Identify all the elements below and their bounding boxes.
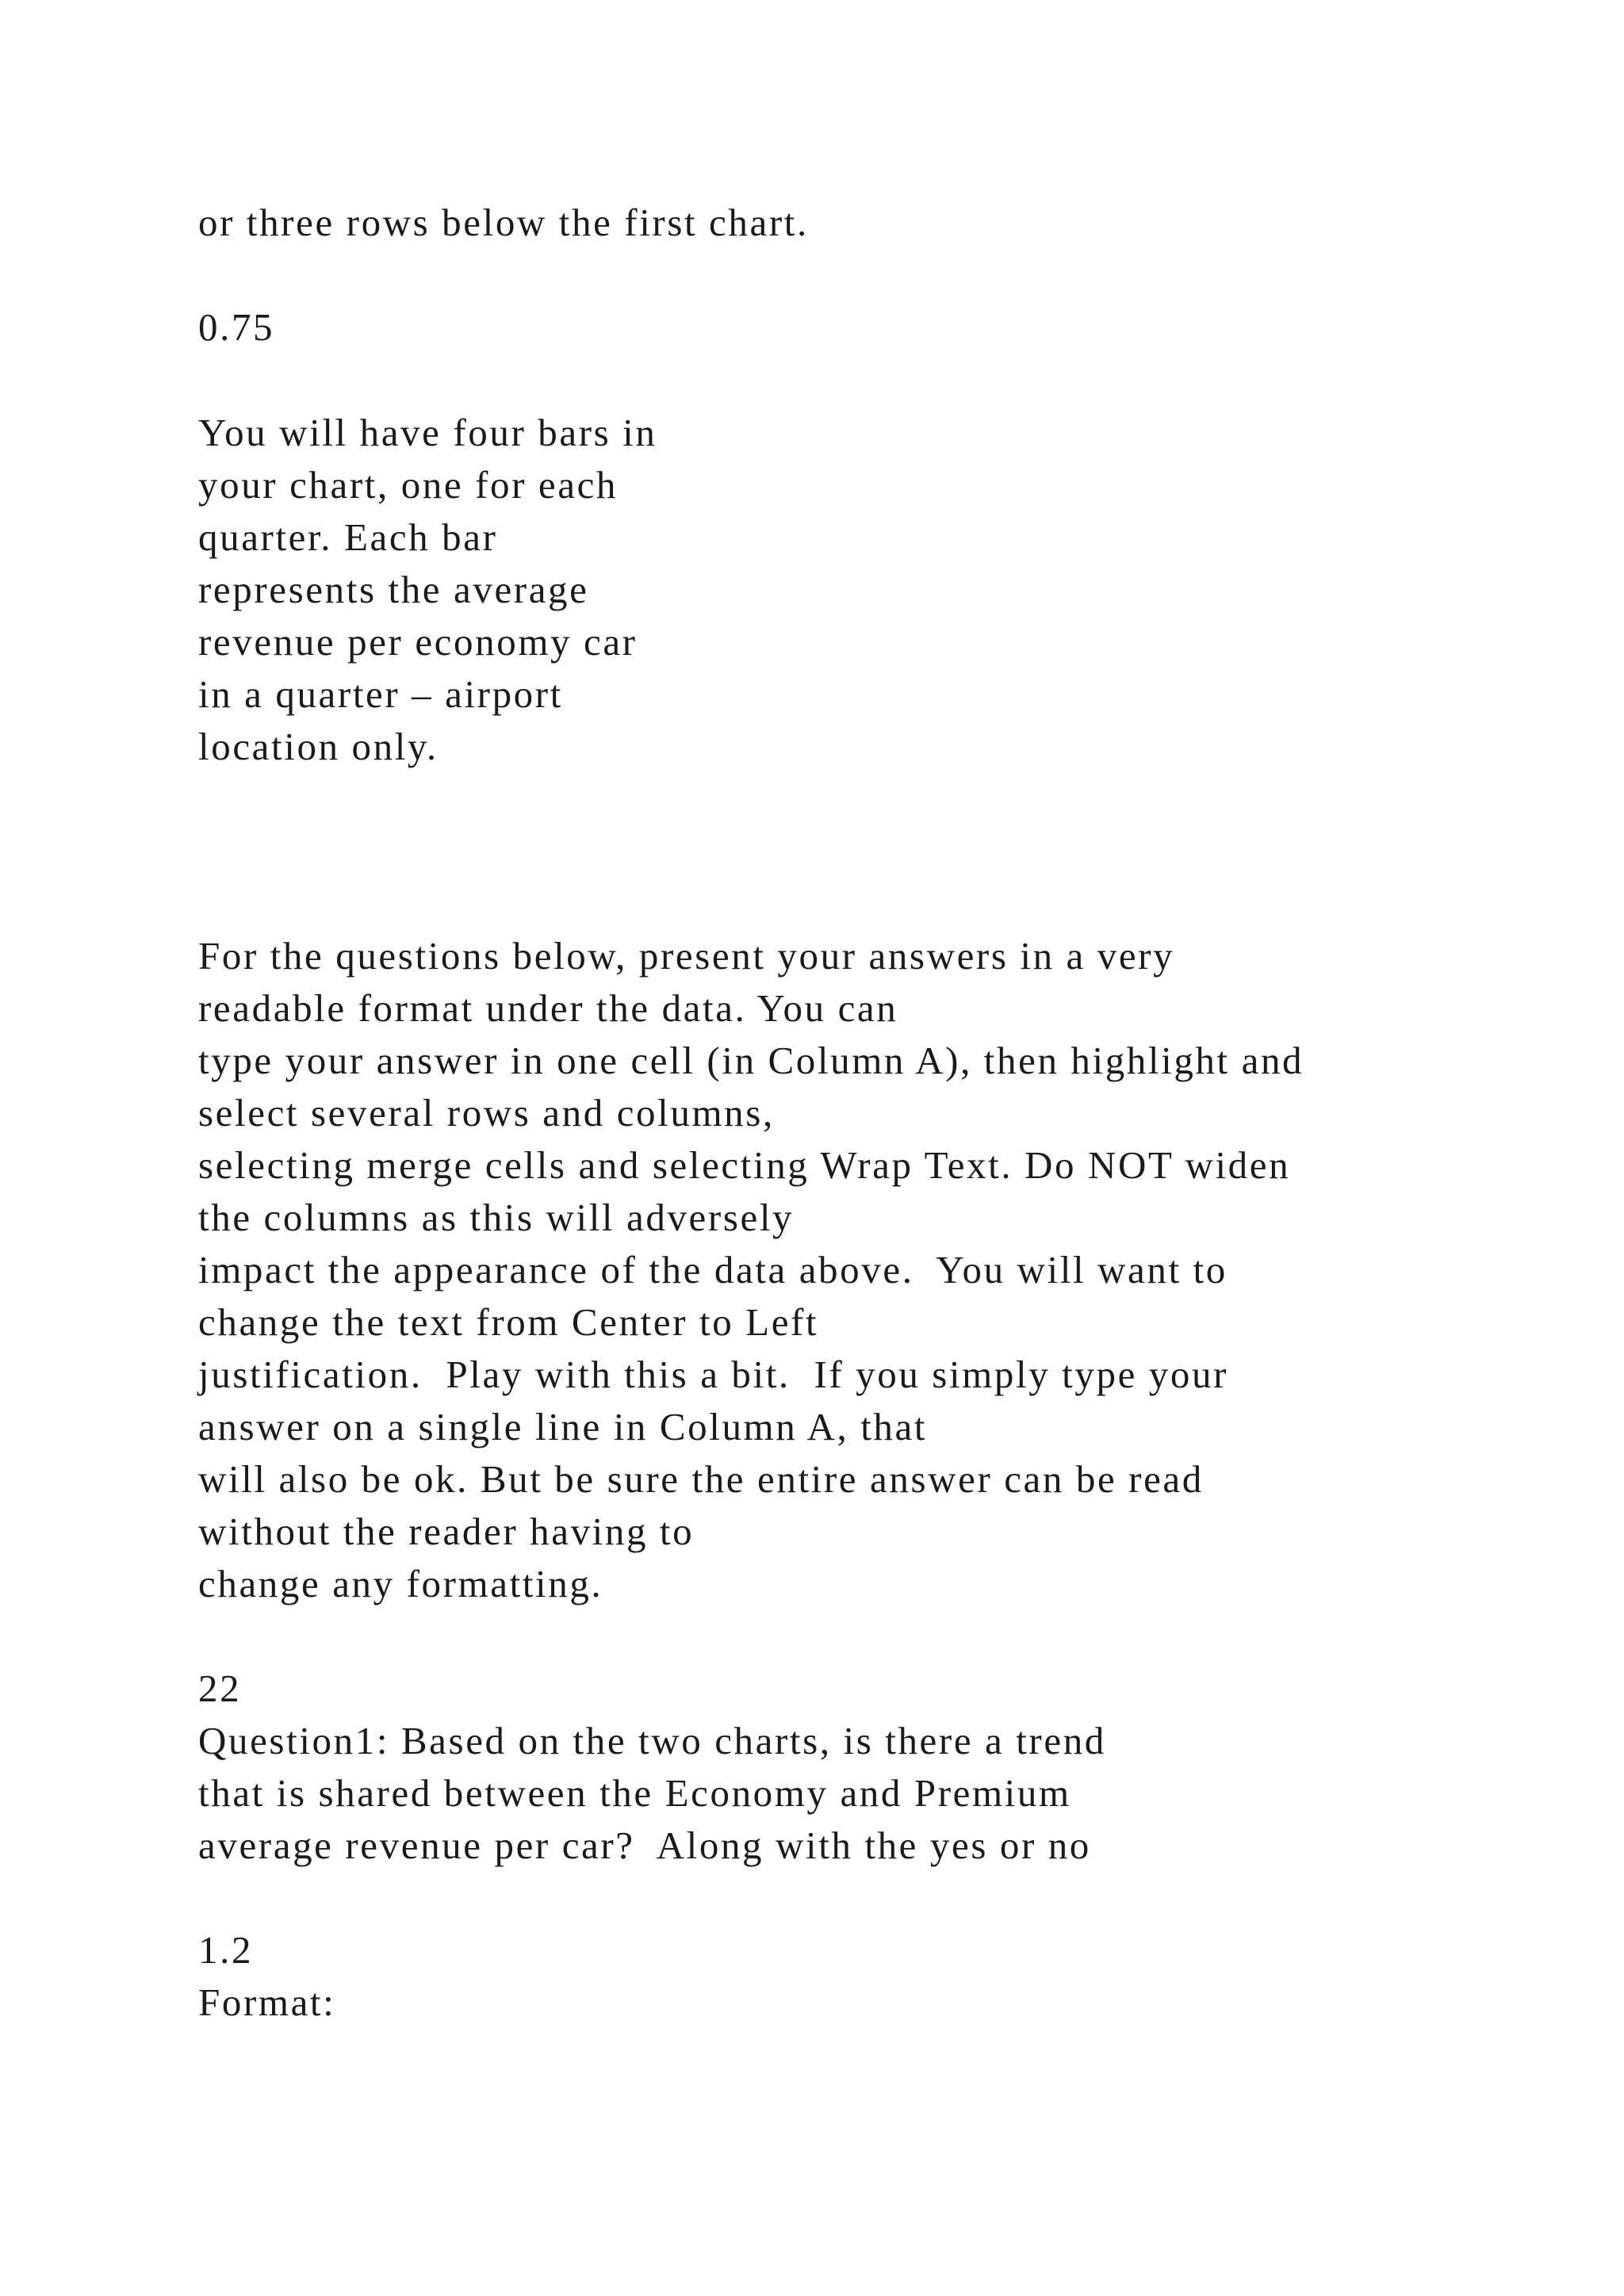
paragraph-line: type your answer in one cell (in Column A), then highlight and bbox=[198, 1039, 1304, 1082]
instruction-line: revenue per economy car bbox=[198, 620, 638, 664]
instruction-line: represents the average bbox=[198, 568, 589, 611]
paragraph-line: change the text from Center to Left bbox=[198, 1300, 819, 1344]
paragraph-line: readable format under the data. You can bbox=[198, 986, 898, 1030]
paragraph-line: justification. Play with this a bit. If you simply type your bbox=[198, 1353, 1228, 1396]
question-line: average revenue per car? Along with the yes or no bbox=[198, 1823, 1091, 1867]
instruction-line: your chart, one for each bbox=[198, 463, 619, 507]
question-line: Question1: Based on the two charts, is there a trend bbox=[198, 1719, 1106, 1762]
instruction-line: in a quarter – airport bbox=[198, 672, 563, 716]
paragraph-line: answer on a single line in Column A, that bbox=[198, 1405, 928, 1448]
text-line: or three rows below the first chart. bbox=[198, 201, 809, 244]
paragraph-line: select several rows and columns, bbox=[198, 1091, 775, 1135]
instruction-line: You will have four bars in bbox=[198, 411, 657, 454]
paragraph-line: For the questions below, present your answers in a very bbox=[198, 934, 1175, 978]
format-label: Format: bbox=[198, 1980, 336, 2024]
question-number: 22 bbox=[198, 1667, 242, 1710]
paragraph-line: impact the appearance of the data above. You will want to bbox=[198, 1248, 1228, 1292]
question-line: that is shared between the Economy and Premium bbox=[198, 1771, 1071, 1815]
paragraph-line: the columns as this will adversely bbox=[198, 1196, 795, 1239]
paragraph-line: without the reader having to bbox=[198, 1510, 695, 1553]
paragraph-line: change any formatting. bbox=[198, 1562, 603, 1605]
instruction-line: location only. bbox=[198, 725, 439, 768]
score-value: 0.75 bbox=[198, 305, 275, 349]
instruction-line: quarter. Each bar bbox=[198, 515, 498, 559]
score-value: 1.2 bbox=[198, 1928, 254, 1972]
paragraph-line: selecting merge cells and selecting Wrap Text. Do NOT widen bbox=[198, 1143, 1291, 1187]
paragraph-line: will also be ok. But be sure the entire answer can be read bbox=[198, 1457, 1204, 1501]
